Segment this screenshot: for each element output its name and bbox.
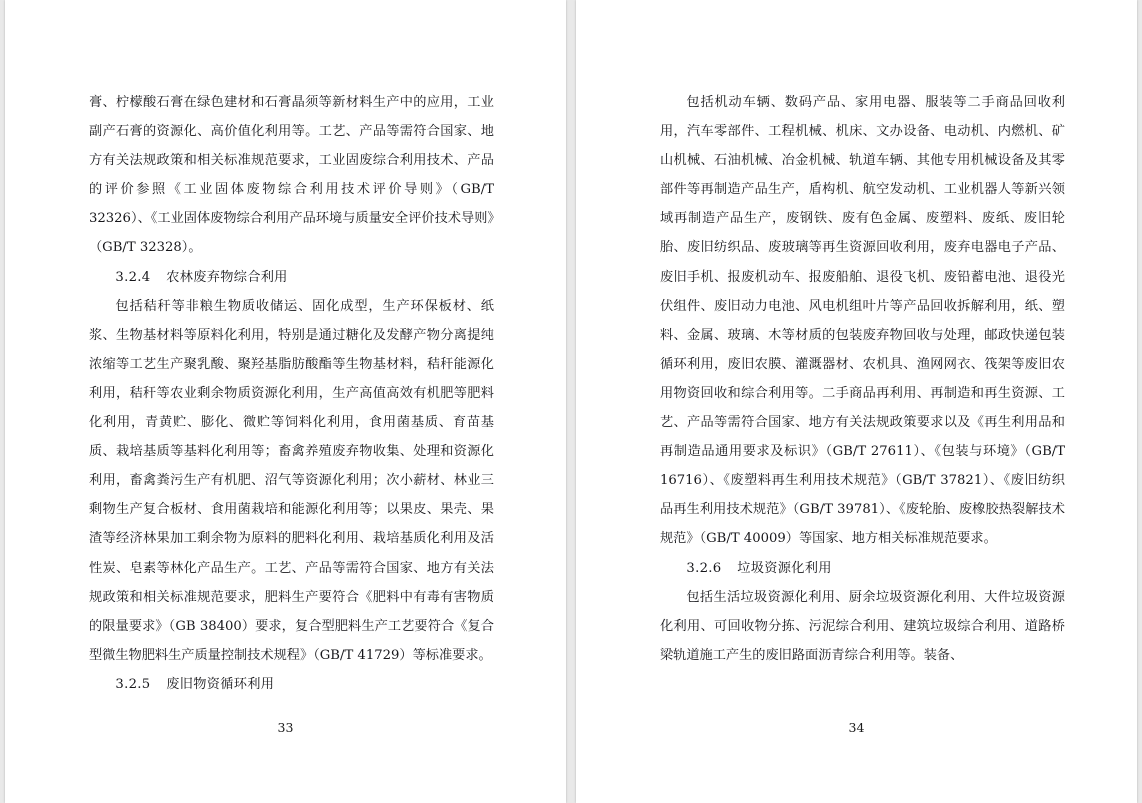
page-number: 33	[277, 720, 294, 735]
section-number: 3.2.6	[686, 560, 722, 576]
section-number: 3.2.4	[115, 269, 151, 285]
section-heading	[89, 670, 494, 699]
paragraph: 膏、柠檬酸石膏在绿色建材和石膏晶须等新材料生产中的应用，工业副产石膏的资源化、高价值化利用等。工艺、产品等需符合国家、地方有关法规政策和相关标准规范要求，工业固废综合利用技术、产品的评价参照《工业固体废物综合利用技术评价导则》（GB/T 32326）、《工业固体废物综合利用产品环境与质量安全评价技术导则》（GB/T 32328）。	[89, 95, 494, 256]
page-content-right	[660, 88, 1065, 670]
paragraph: 包括秸秆等非粮生物质收储运、固化成型，生产环保板材、纸浆、生物基材料等原料化利用，特别是通过糖化及发酵产物分离提纯浓缩等工艺生产聚乳酸、聚羟基脂肪酸酯等生物基材料，秸秆能源化利用，秸秆等农业剩余物质资源化利用，生产高值高效有机肥等肥料化利用，青黄贮、膨化、微贮等饲料化利用，食用菌基质、育苗基质、栽培基质等基料化利用等；畜禽养殖废弃物收集、处理和资源化利用，畜禽粪污生产有机肥、沼气等资源化利用；次小薪材、林业三剩物生产复合板材、食用菌栽培和能源化利用等；以果皮、果壳、果渣等经济林果加工剩余物为原料的肥料化利用、栽培基质化利用及活性炭、皂素等林化产品生产。工艺、产品等需符合国家、地方有关法规政策和相关标准规范要求，肥料生产要符合《肥料中有毒有害物质的限量要求》（GB 38400）要求，复合型肥料生产工艺要符合《复合型微生物肥料生产质量控制技术规程》（GB/T 41729）等标准要求。	[89, 298, 494, 663]
section-title: 农林废弃物综合利用	[166, 269, 288, 285]
section-title: 废旧物资循环利用	[166, 676, 275, 692]
document-page-left	[5, 0, 566, 803]
page-number: 34	[848, 720, 865, 735]
section-heading	[89, 263, 494, 292]
section-number: 3.2.5	[115, 676, 151, 692]
paragraph: 包括机动车辆、数码产品、家用电器、服装等二手商品回收利用，汽车零部件、工程机械、机床、文办设备、电动机、内燃机、矿山机械、石油机械、冶金机械、轨道车辆、其他专用机械设备及其零部件等再制造产品生产，盾构机、航空发动机、工业机器人等新兴领域再制造产品生产，废钢铁、废有色金属、废塑料、废纸、废旧轮胎、废旧纺织品、废玻璃等再生资源回收利用，废弃电器电子产品、废旧手机、报废机动车、报废船舶、退役飞机、废铅蓄电池、退役光伏组件、废旧动力电池、风电机组叶片等产品回收拆解利用，纸、塑料、金属、玻璃、木等材质的包装废弃物回收与处理，邮政快递包装循环利用，废旧农膜、灌溉器材、农机具、渔网网衣、筏架等废旧农用物资回收和综合利用等。二手商品再利用、再制造和再生资源、工艺、产品等需符合国家、地方有关法规政策要求以及《再生利用品和再制造品通用要求及标识》（GB/T 27611）、《包装与环境》（GB/T 16716）、《废塑料再生利用技术规范》（GB/T 37821）、《废旧纺织品再生利用技术规范》（GB/T 39781）、《废轮胎、废橡胶热裂解技术规范》（GB/T 40009）等国家、地方相关标准规范要求。	[660, 95, 1065, 547]
section-title: 垃圾资源化利用	[737, 560, 832, 576]
document-page-right	[576, 0, 1137, 803]
section-heading	[660, 554, 1065, 583]
paragraph: 包括生活垃圾资源化利用、厨余垃圾资源化利用、大件垃圾资源化利用、可回收物分拣、污泥综合利用、建筑垃圾综合利用、道路桥梁轨道施工产生的废旧路面沥青综合利用等。装备、	[660, 589, 1065, 663]
page-content-left	[89, 88, 494, 699]
